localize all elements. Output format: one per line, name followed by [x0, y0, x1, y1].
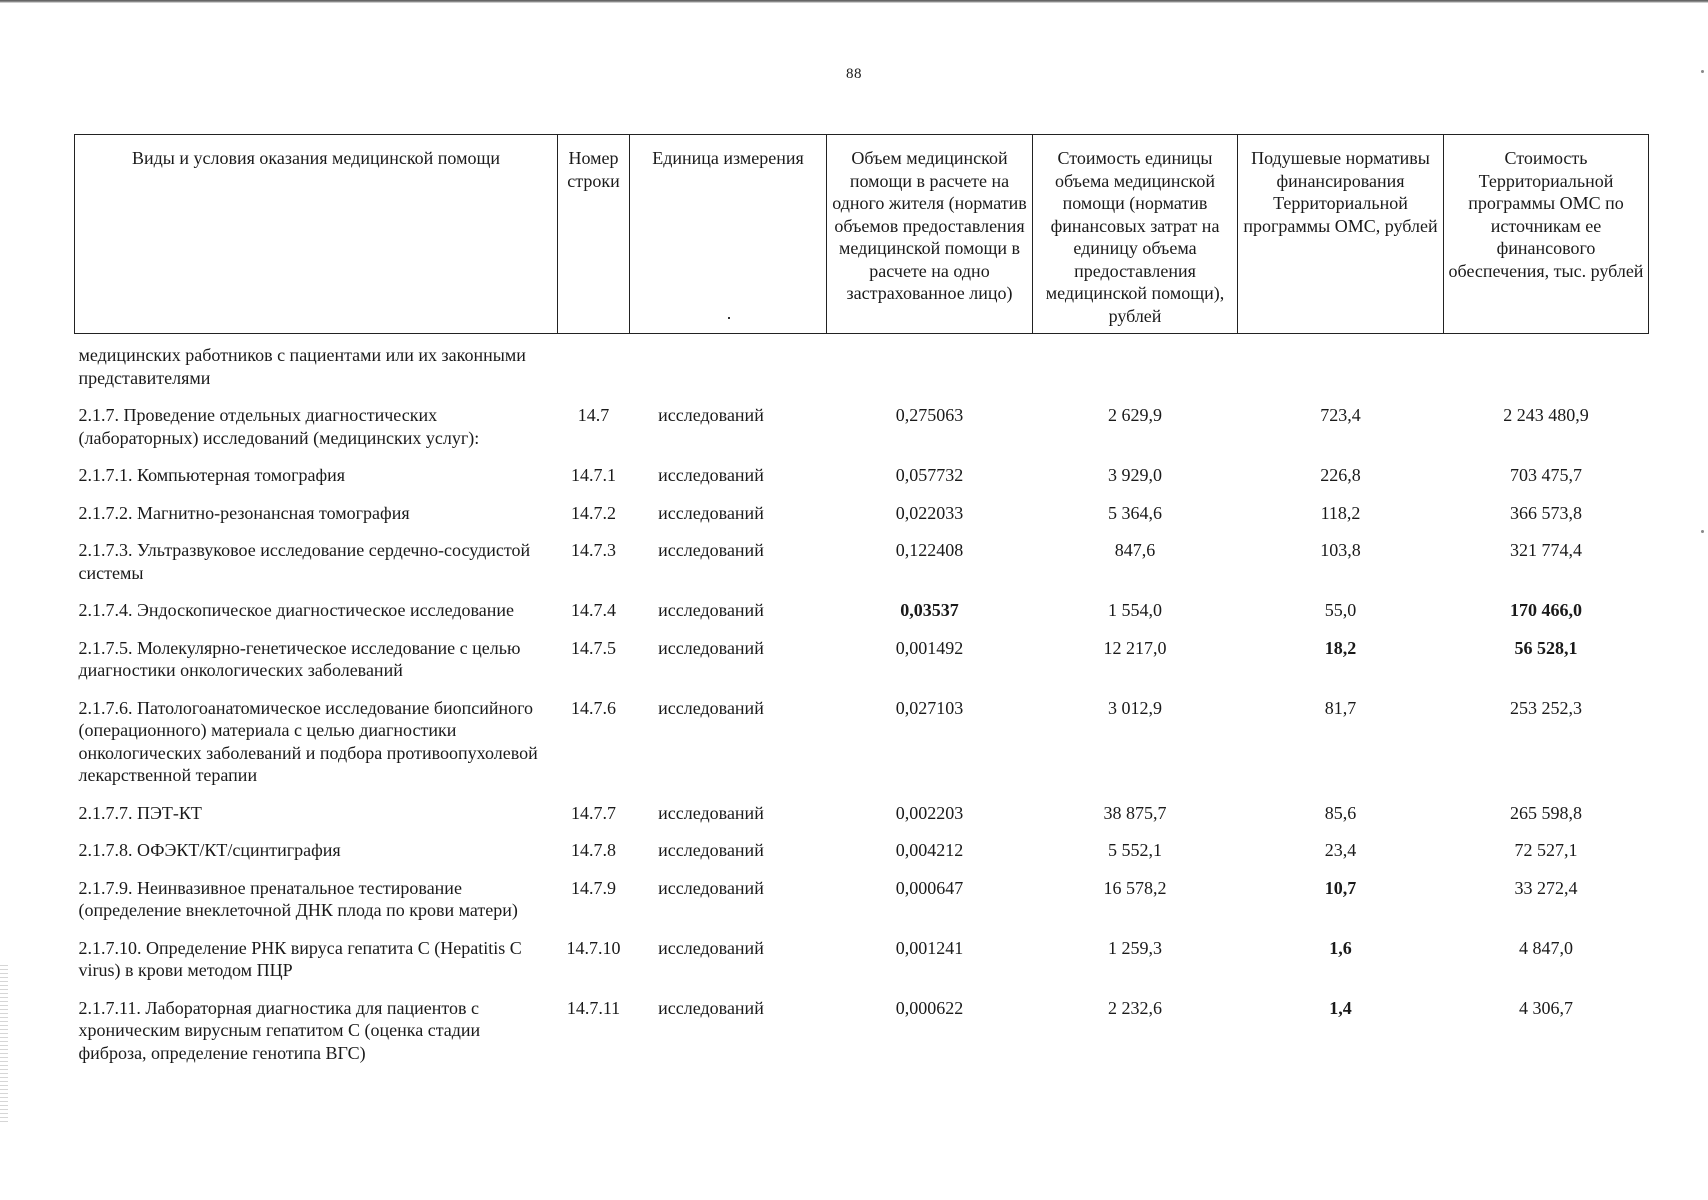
- row-unit-cost: 5 364,6: [1108, 502, 1162, 523]
- row-unit-cost: [1033, 334, 1238, 405]
- row-volume: [827, 334, 1033, 405]
- row-name: 2.1.7.6. Патологоанатомическое исследование биопсийного (операционного) материала с целью диагностики онкологических заболеваний и подбора противоопухолевой лекарственной терапии: [78, 697, 538, 785]
- scan-edge: [0, 0, 1708, 3]
- row-name: 2.1.7.8. ОФЭКТ/КТ/сцинтиграфия: [78, 840, 341, 860]
- header-line-number: Номер строки: [558, 135, 630, 334]
- row-unit-cost: 1 259,3: [1108, 937, 1162, 958]
- row-total: 4 847,0: [1519, 937, 1573, 958]
- table-row: [75, 637, 1649, 697]
- row-unit-cost: 5 552,1: [1108, 840, 1162, 860]
- row-line: 14.7.5: [571, 637, 616, 658]
- row-unit-cost: 847,6: [1114, 540, 1156, 560]
- row-line: 14.7.2: [571, 502, 616, 523]
- table-row: [75, 404, 1649, 464]
- row-volume: 0,022033: [895, 502, 964, 523]
- row-volume: 0,004212: [895, 840, 964, 860]
- table-row: [75, 697, 1649, 802]
- table-row: [75, 839, 1649, 877]
- row-line: 14.7.4: [571, 600, 616, 620]
- row-total: 366 573,8: [1510, 502, 1582, 523]
- header-per-capita: Подушевые нормативы финансирования Территориальной программы ОМС, рублей: [1238, 135, 1444, 334]
- row-unit: исследований: [658, 600, 764, 620]
- row-line: 14.7.3: [571, 540, 616, 560]
- table-header-row: [75, 135, 1649, 334]
- table-row: [75, 937, 1649, 997]
- table-row: [75, 502, 1649, 540]
- scan-dot: [728, 317, 730, 319]
- row-total: 703 475,7: [1510, 465, 1582, 485]
- row-unit: исследований: [658, 937, 764, 958]
- data-table: [74, 134, 1649, 1079]
- table-row: [75, 877, 1649, 937]
- row-volume: 0,275063: [895, 405, 964, 425]
- row-per-capita: 10,7: [1324, 877, 1357, 898]
- page-number: 88: [846, 66, 862, 82]
- row-unit-cost: 1 554,0: [1108, 600, 1162, 620]
- row-total: 33 272,4: [1514, 877, 1578, 898]
- row-total: 170 466,0: [1510, 600, 1582, 620]
- header-unit: [630, 135, 827, 334]
- row-line: 14.7.6: [571, 697, 616, 718]
- row-total: 265 598,8: [1510, 802, 1582, 823]
- row-unit-cost: 2 629,9: [1108, 405, 1162, 425]
- row-name: 2.1.7.7. ПЭТ-КТ: [78, 802, 202, 823]
- row-unit: исследований: [658, 802, 764, 823]
- row-total: 2 243 480,9: [1503, 405, 1589, 425]
- row-unit-cost: 16 578,2: [1103, 877, 1167, 898]
- row-per-capita: 723,4: [1320, 405, 1361, 425]
- row-total: [1444, 334, 1649, 405]
- row-name: 2.1.7.1. Компьютерная томография: [78, 465, 346, 485]
- row-per-capita: 1,6: [1329, 937, 1352, 958]
- table-row: [75, 464, 1649, 502]
- row-volume: 0,027103: [895, 697, 964, 718]
- scan-dot: [1701, 70, 1704, 73]
- row-volume: 0,001241: [895, 937, 964, 958]
- row-unit: исследований: [658, 697, 764, 718]
- table-row: [75, 599, 1649, 637]
- header-volume: Объем медицинской помощи в расчете на одного жителя (норматив объемов предоставления медицинской помощи в расчете на одно застрахованное лицо): [827, 135, 1033, 334]
- row-unit: [630, 334, 827, 405]
- row-name: 2.1.7.10. Определение РНК вируса гепатита С (Hepatitis C virus) в крови методом ПЦР: [78, 937, 522, 980]
- header-care-type: Виды и условия оказания медицинской помощи: [75, 135, 558, 334]
- row-line: 14.7.10: [566, 937, 621, 958]
- row-name: 2.1.7.5. Молекулярно-генетическое исследование с целью диагностики онкологических заболеваний: [78, 637, 521, 680]
- row-per-capita: 103,8: [1320, 540, 1361, 560]
- row-line: 14.7: [577, 405, 610, 425]
- row-per-capita: 226,8: [1320, 465, 1361, 485]
- scan-dot: [1701, 530, 1704, 533]
- row-total: 72 527,1: [1514, 840, 1578, 860]
- row-line: [558, 334, 630, 405]
- scan-margin-artifact: [0, 965, 8, 1125]
- row-volume: 0,122408: [895, 540, 964, 560]
- row-total: 4 306,7: [1519, 997, 1573, 1018]
- row-per-capita: [1238, 334, 1444, 405]
- row-unit-cost: 12 217,0: [1103, 637, 1167, 658]
- table-row: [75, 539, 1649, 599]
- row-unit: исследований: [658, 540, 764, 560]
- row-volume: 0,002203: [895, 802, 964, 823]
- row-per-capita: 1,4: [1329, 997, 1352, 1018]
- row-volume: 0,000622: [895, 997, 964, 1018]
- row-unit-cost: 3 012,9: [1108, 697, 1162, 718]
- row-line: 14.7.7: [571, 802, 616, 823]
- row-name: 2.1.7.4. Эндоскопическое диагностическое исследование: [78, 600, 514, 620]
- row-unit-cost: 38 875,7: [1103, 802, 1167, 823]
- row-total: 56 528,1: [1514, 637, 1578, 658]
- row-unit: исследований: [658, 840, 764, 860]
- row-unit: исследований: [658, 997, 764, 1018]
- row-total: 253 252,3: [1510, 697, 1582, 718]
- row-per-capita: 23,4: [1324, 840, 1357, 860]
- row-unit: исследований: [658, 502, 764, 523]
- row-per-capita: 85,6: [1324, 802, 1357, 823]
- row-name: 2.1.7.3. Ультразвуковое исследование сердечно-сосудистой системы: [78, 540, 531, 583]
- row-name: 2.1.7.9. Неинвазивное пренатальное тестирование (определение внеклеточной ДНК плода по крови матери): [78, 877, 518, 920]
- row-unit: исследований: [658, 637, 764, 658]
- row-per-capita: 81,7: [1324, 697, 1357, 718]
- row-name: 2.1.7.11. Лабораторная диагностика для пациентов с хроническим вирусным гепатитом С (оценка стадии фиброза, определение генотипа ВГС): [78, 997, 481, 1063]
- row-volume: 0,057732: [895, 465, 964, 485]
- row-line: 14.7.8: [571, 840, 616, 860]
- row-line: 14.7.1: [571, 465, 616, 485]
- header-total-cost: Стоимость Территориальной программы ОМС по источникам ее финансового обеспечения, тыс. рублей: [1444, 135, 1649, 334]
- row-volume: 0,03537: [900, 600, 959, 620]
- row-line: 14.7.9: [571, 877, 616, 898]
- row-unit: исследований: [658, 877, 764, 898]
- row-per-capita: 118,2: [1320, 502, 1361, 523]
- row-line: 14.7.11: [566, 997, 621, 1018]
- row-unit-cost: 2 232,6: [1108, 997, 1162, 1018]
- row-per-capita: 18,2: [1324, 637, 1357, 658]
- header-unit-cost: Стоимость единицы объема медицинской помощи (норматив финансовых затрат на единицу объема предоставления медицинской помощи), рублей: [1033, 135, 1238, 334]
- row-unit: исследований: [658, 465, 764, 485]
- row-volume: 0,001492: [895, 637, 964, 658]
- row-name: 2.1.7.2. Магнитно-резонансная томография: [78, 502, 410, 523]
- row-unit: исследований: [658, 405, 764, 425]
- row-per-capita: 55,0: [1324, 600, 1357, 620]
- row-volume: 0,000647: [895, 877, 964, 898]
- row-name: 2.1.7. Проведение отдельных диагностических (лабораторных) исследований (медицинских услуг):: [78, 405, 480, 448]
- row-total: 321 774,4: [1510, 540, 1582, 560]
- table-row: [75, 334, 1649, 405]
- row-name: медицинских работников с пациентами или их законными представителями: [78, 345, 526, 388]
- header-unit-label: Единица измерения: [652, 148, 804, 168]
- row-unit-cost: 3 929,0: [1108, 465, 1162, 485]
- table-row: [75, 997, 1649, 1080]
- table-row: [75, 802, 1649, 840]
